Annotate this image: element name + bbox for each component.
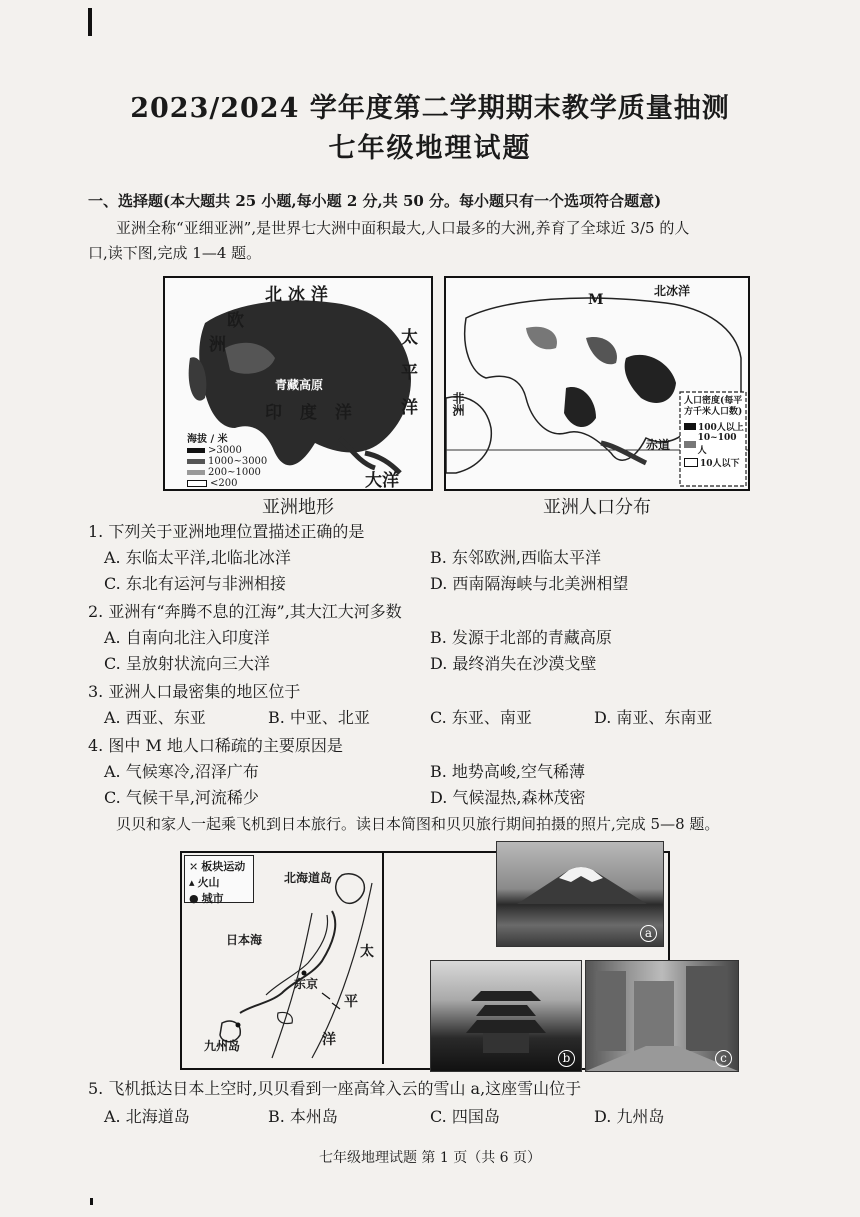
photo-a-mountain — [496, 841, 664, 947]
q3-option-b[interactable]: B. 中亚、北亚 — [268, 708, 370, 727]
japan-legend: ⤫ 板块运动 ▴ 火山 ● 城市 — [184, 855, 254, 903]
question-3: 3. 亚洲人口最密集的地区位于 — [88, 682, 301, 701]
q1-option-d[interactable]: D. 西南隔海峡与北美洲相望 — [430, 574, 629, 593]
question-2: 2. 亚洲有“奔腾不息的江海”,其大江大河多数 — [88, 602, 402, 621]
japan-label-sea: 日本海 — [226, 933, 263, 947]
japan-label-pacific-3: 洋 — [322, 1032, 336, 1048]
question-4: 4. 图中 M 地人口稀疏的主要原因是 — [88, 736, 343, 755]
q4-option-a[interactable]: A. 气候寒冷,沼泽广布 — [104, 762, 259, 781]
intro-text-line2: 口,读下图,完成 1—4 题。 — [88, 244, 262, 262]
q1-option-a[interactable]: A. 东临太平洋,北临北冰洋 — [104, 548, 291, 567]
intro-text-line1: 亚洲全称“亚细亚洲”,是世界七大洲中面积最大,人口最多的大洲,养育了全球近 3/5 的人 — [116, 219, 690, 237]
mount-fuji-graphic — [497, 842, 663, 946]
q5-option-a[interactable]: A. 北海道岛 — [104, 1107, 190, 1126]
terrain-label-arctic: 北 冰 洋 — [265, 285, 328, 305]
terrain-label-pacific: 太 平 洋 — [397, 328, 417, 421]
q2-option-c[interactable]: C. 呈放射状流向三大洋 — [104, 654, 270, 673]
photo-b-castle — [430, 960, 582, 1072]
japan-map — [182, 853, 384, 1064]
page-footer: 七年级地理试题 第 1 页（共 6 页） — [318, 1150, 542, 1166]
q2-option-a[interactable]: A. 自南向北注入印度洋 — [104, 628, 270, 647]
terrain-label-indian: 印 度 洋 — [265, 403, 358, 423]
question-5: 5. 飞机抵达日本上空时,贝贝看到一座高耸入云的雪山 a,这座雪山位于 — [88, 1079, 582, 1098]
population-label-africa: 非洲 — [451, 392, 465, 416]
asia-terrain-map — [163, 276, 433, 491]
q5-option-b[interactable]: B. 本州岛 — [268, 1107, 338, 1126]
photo-c-label: c — [715, 1050, 732, 1067]
terrain-label-plateau: 青藏高原 — [275, 378, 324, 392]
population-map-caption: 亚洲人口分布 — [543, 497, 651, 518]
terrain-legend: 海拔 / 米 >3000 1000~3000 200~1000 <200 — [187, 434, 268, 489]
terrain-label-europe: 欧 — [227, 311, 244, 331]
q4-option-c[interactable]: C. 气候干旱,河流稀少 — [104, 788, 259, 807]
section-heading: 一、选择题(本大题共 25 小题,每小题 2 分,共 50 分。每小题只有一个选项符合题意) — [88, 192, 662, 210]
japan-label-kyushu: 九州岛 — [204, 1039, 241, 1053]
intro-japan-text: 贝贝和家人一起乘飞机到日本旅行。读日本简图和贝贝旅行期间拍摄的照片,完成 5—8 题。 — [116, 815, 720, 833]
q1-option-c[interactable]: C. 东北有运河与非洲相接 — [104, 574, 286, 593]
exam-title: 2023/2024 学年度第二学期期末教学质量抽测 — [130, 93, 730, 124]
population-label-arctic: 北冰洋 — [654, 284, 691, 298]
population-legend: 人口密度(每平方千米人口数) 100人以上 10~100人 10人以下 — [684, 396, 744, 469]
terrain-label-africa: 洲 — [209, 335, 226, 355]
population-label-equator: 赤道 — [646, 438, 671, 452]
scan-mark-bottom — [90, 1198, 93, 1205]
photo-c-city — [585, 960, 739, 1072]
exam-subtitle: 七年级地理试题 — [328, 133, 532, 164]
japan-label-tokyo: 东京 — [294, 977, 319, 991]
q3-option-a[interactable]: A. 西亚、东亚 — [104, 708, 206, 727]
volcano-icon: ▴ — [189, 875, 195, 889]
q5-option-c[interactable]: C. 四国岛 — [430, 1107, 500, 1126]
q2-option-d[interactable]: D. 最终消失在沙漠戈壁 — [430, 654, 597, 673]
q5-option-d[interactable]: D. 九州岛 — [594, 1107, 665, 1126]
q1-option-b[interactable]: B. 东邻欧洲,西临太平洋 — [430, 548, 602, 567]
asia-population-map — [444, 276, 750, 491]
japan-label-hokkaido: 北海道岛 — [284, 871, 333, 885]
q4-option-d[interactable]: D. 气候湿热,森林茂密 — [430, 788, 586, 807]
q3-option-c[interactable]: C. 东亚、南亚 — [430, 708, 532, 727]
question-1: 1. 下列关于亚洲地理位置描述正确的是 — [88, 522, 365, 541]
city-icon: ● — [189, 891, 199, 905]
scan-mark-top — [88, 8, 92, 36]
population-label-m: M — [588, 292, 604, 308]
photo-a-label: a — [640, 925, 657, 942]
photo-b-label: b — [558, 1050, 575, 1067]
japan-label-pacific-1: 太 — [360, 944, 374, 960]
q2-option-b[interactable]: B. 发源于北部的青藏高原 — [430, 628, 612, 647]
japan-label-pacific-2: 平 — [344, 994, 358, 1010]
q4-option-b[interactable]: B. 地势高峻,空气稀薄 — [430, 762, 586, 781]
terrain-map-caption: 亚洲地形 — [262, 497, 334, 518]
plate-movement-icon: ⤫ — [189, 859, 199, 873]
terrain-label-ocean: 大洋 — [365, 471, 399, 491]
q3-option-d[interactable]: D. 南亚、东南亚 — [594, 708, 713, 727]
